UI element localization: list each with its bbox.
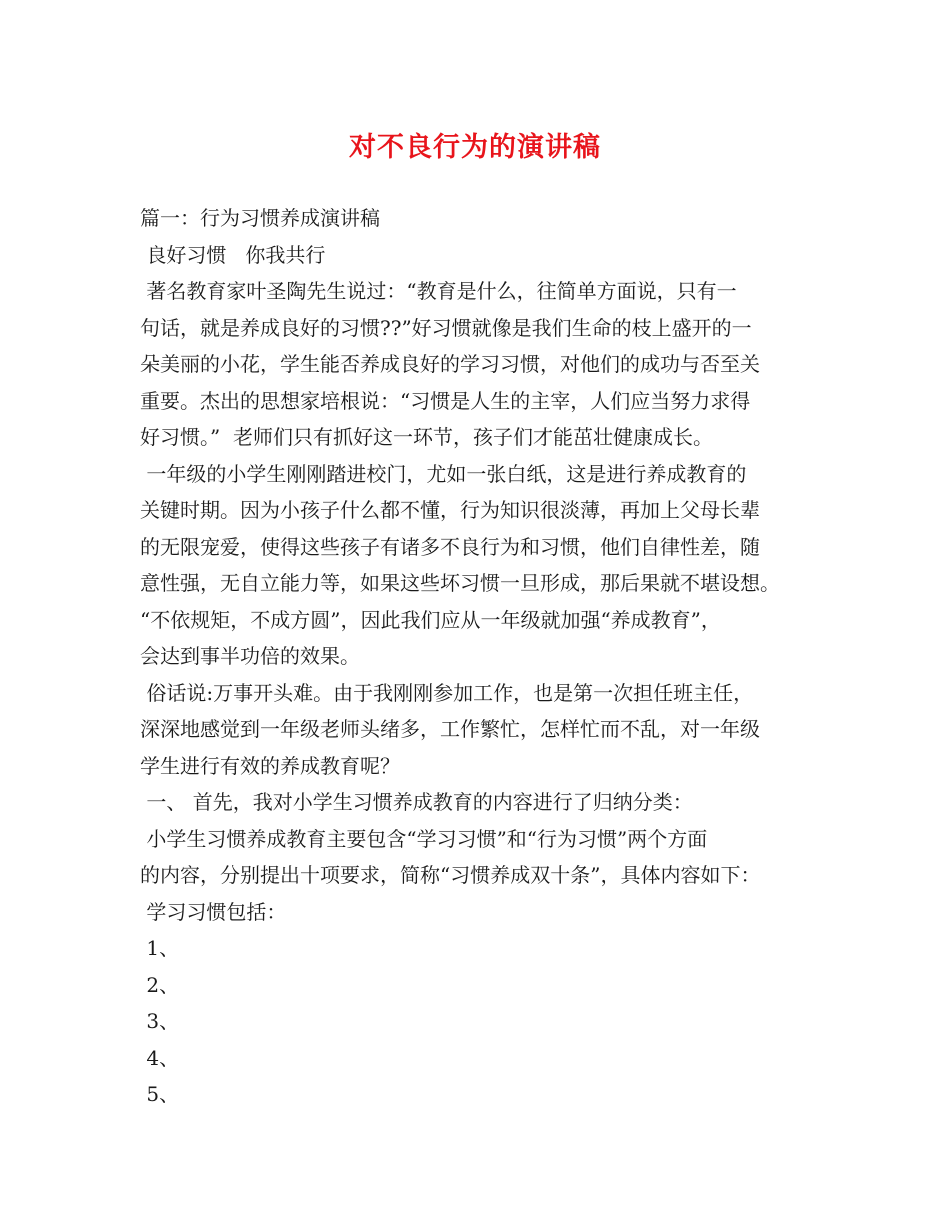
paragraph-line: 深深地感觉到一年级老师头绪多，工作繁忙，怎样忙而不乱，对一年级 xyxy=(140,717,760,741)
document-title: 对不良行为的演讲稿 xyxy=(349,132,601,163)
paragraph-line: 好习惯。” 老师们只有抓好这一环节，孩子们才能茁壮健康成长。 xyxy=(140,425,713,449)
list-item: 1、 xyxy=(140,936,180,960)
paragraph-line: 朵美丽的小花，学生能否养成良好的学习习惯，对他们的成功与否至关 xyxy=(140,352,760,376)
paragraph-line: 关键时期。因为小孩子什么都不懂，行为知识很淡薄，再加上父母长辈 xyxy=(140,498,760,522)
paragraph-line: 的无限宠爱，使得这些孩子有诸多不良行为和习惯，他们自律性差，随 xyxy=(140,534,760,559)
list-item: 5、 xyxy=(140,1082,180,1106)
paragraph-line: 篇一：行为习惯养成演讲稿 xyxy=(140,206,380,230)
paragraph-line: 的内容，分别提出十项要求，简称“习惯养成双十条”，具体内容如下： xyxy=(140,863,761,887)
paragraph-line: 良好习惯 你我共行 xyxy=(140,242,326,267)
paragraph-line: 一、 首先，我对小学生习惯养成教育的内容进行了归纳分类： xyxy=(140,790,693,814)
document-body xyxy=(140,200,820,1113)
paragraph-line: 会达到事半功倍的效果。 xyxy=(140,644,360,668)
paragraph-line: 学生进行有效的养成教育呢？ xyxy=(140,753,400,778)
list-item: 4、 xyxy=(140,1045,180,1070)
paragraph-line: 意性强，无自立能力等，如果这些坏习惯一旦形成，那后果就不堪设想。 xyxy=(140,571,780,595)
list-item: 3、 xyxy=(140,1009,180,1033)
paragraph-line: 句话，就是养成良好的习惯??”好习惯就像是我们生命的枝上盛开的一 xyxy=(140,315,752,340)
paragraph-line: 一年级的小学生刚刚踏进校门，尤如一张白纸，这是进行养成教育的 xyxy=(140,461,747,486)
paragraph-line: 小学生习惯养成教育主要包含“学习习惯”和“行为习惯”两个方面 xyxy=(140,826,708,851)
paragraph-line: 俗话说:万事开头难。由于我刚刚参加工作，也是第一次担任班主任， xyxy=(140,680,754,705)
paragraph-line: 学习习惯包括： xyxy=(140,899,287,924)
list-item: 2、 xyxy=(140,972,180,997)
paragraph-line: 重要。杰出的思想家培根说：“习惯是人生的主宰，人们应当努力求得 xyxy=(140,388,751,413)
paragraph-line: “不依规矩，不成方圆”，因此我们应从一年级就加强“养成教育”， xyxy=(140,607,721,632)
paragraph-line: 著名教育家叶圣陶先生说过：“教育是什么，往简单方面说，只有一 xyxy=(140,279,737,303)
